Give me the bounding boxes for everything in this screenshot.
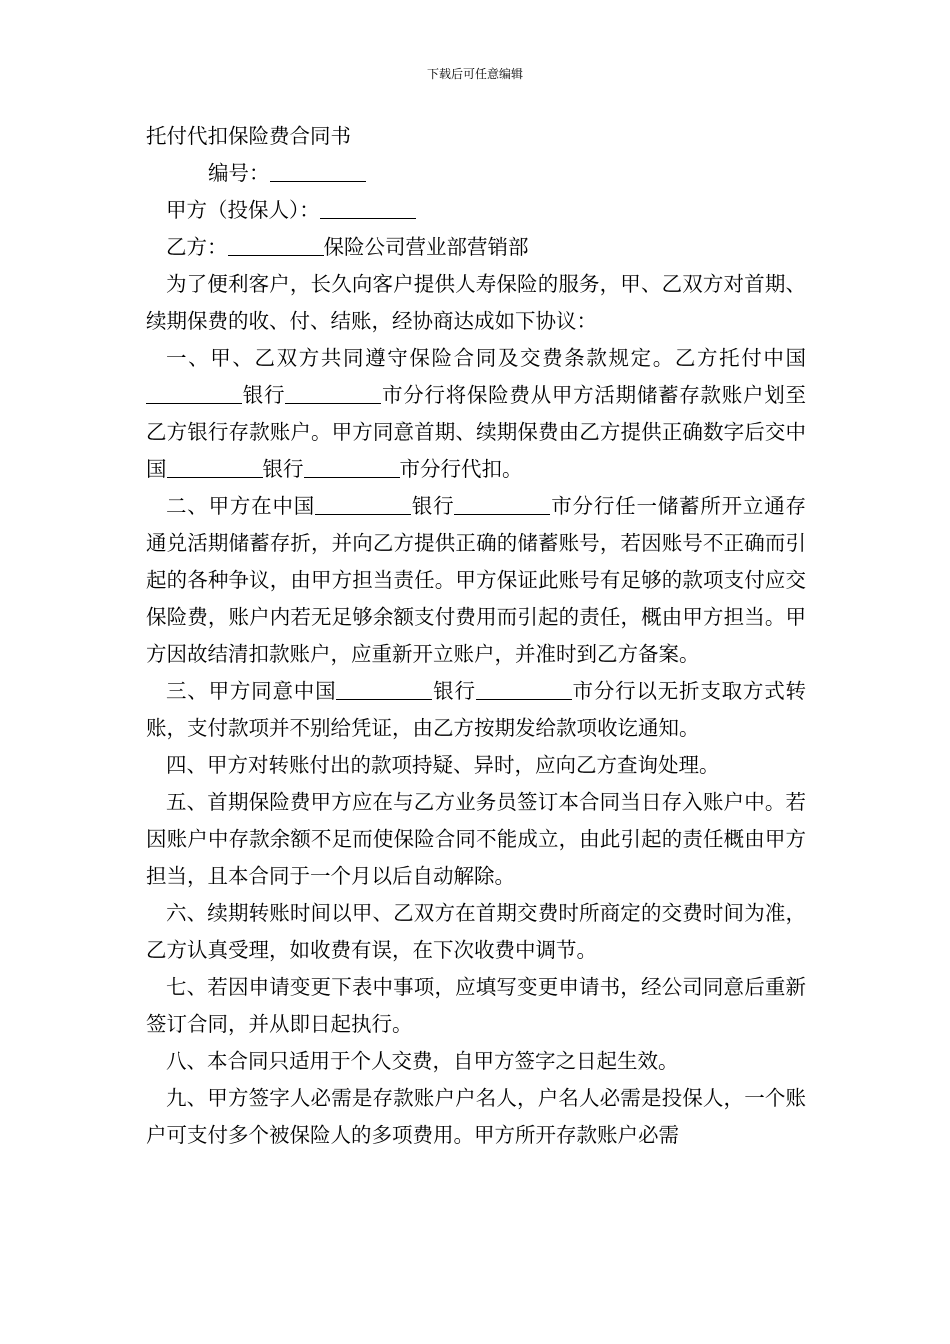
clause-1 (146, 340, 806, 488)
clause-6: 六、续期转账时间以甲、乙双方在首期交费时所商定的交费时间为准，乙方认真受理，如收费有误，在下次收费中调节。 (146, 901, 806, 962)
contract-body (146, 118, 806, 1154)
city-blank (285, 383, 381, 404)
party-a-label: 甲方（投保人）： (166, 198, 320, 222)
party-b-blank (228, 235, 324, 256)
clause-2-text-c: 市分行任一储蓄所开立通存通兑活期储蓄存折，并向乙方提供正确的储蓄账号，若因账号不正确而引起的各种争议，由甲方担当责任。甲方保证此账号有足够的款项支付应交保险费，账户内若无足够余额支付费用而引起的责任，概由甲方担当。甲方因故结清扣款账户，应重新开立账户，并准时到乙方备案。 (146, 494, 807, 666)
city-blank (454, 494, 550, 515)
intro-paragraph: 为了便利客户，长久向客户提供人寿保险的服务，甲、乙双方对首期、续期保费的收、付、结账，经协商达成如下协议： (146, 272, 806, 333)
party-b-line (146, 229, 806, 266)
contract-title: 托付代扣保险费合同书 (146, 124, 351, 148)
header-note: 下载后可任意编辑 (426, 67, 523, 81)
clause-2 (146, 488, 806, 673)
clause-9: 九、甲方签字人必需是存款账户户名人，户名人必需是投保人，一个账户可支付多个被保险人的多项费用。甲方所开存款账户必需 (146, 1086, 806, 1147)
city-blank (476, 679, 572, 700)
contract-number-blank (270, 161, 366, 182)
clause-2-text-a: 二、甲方在中国 (166, 494, 316, 518)
clause-1-text-e: 市分行代扣。 (399, 457, 523, 481)
contract-number-label: 编号： (208, 161, 270, 185)
bank-blank (167, 457, 263, 478)
clause-5: 五、首期保险费甲方应在与乙方业务员签订本合同当日存入账户中。若因账户中存款余额不足而使保险合同不能成立，由此引起的责任概由甲方担当，且本合同于一个月以后自动解除。 (146, 790, 806, 888)
bank-blank (336, 679, 432, 700)
clause-3-text-a: 三、甲方同意中国 (166, 679, 337, 703)
party-a-blank (320, 198, 416, 219)
clause-3-text-c: 市分行以无折支取方式转账，支付款项并不别给凭证，由乙方按期发给款项收讫通知。 (146, 679, 807, 740)
clause-1-text-d: 银行 (262, 457, 304, 481)
clause-1-text-b: 银行 (242, 383, 286, 407)
contract-number-line (146, 155, 806, 192)
clause-2-text-b: 银行 (411, 494, 455, 518)
clause-1-text-c: 市分行将保险费从甲方活期储蓄存款账户划至乙方银行存款账户。甲方同意首期、续期保费由乙方提供正确数字后交中国 (146, 383, 807, 481)
city-blank (304, 457, 400, 478)
clause-1-text-a: 一、甲、乙双方共同遵守保险合同及交费条款规定。乙方托付中国 (166, 346, 806, 370)
party-a-line (146, 192, 806, 229)
clause-4: 四、甲方对转账付出的款项持疑、异时，应向乙方查询处理。 (166, 753, 720, 777)
bank-blank (315, 494, 411, 515)
clause-8: 八、本合同只适用于个人交费，自甲方签字之日起生效。 (166, 1049, 679, 1073)
party-b-suffix: 保险公司营业部营销部 (323, 235, 529, 259)
clause-7: 七、若因申请变更下表中事项，应填写变更申请书，经公司同意后重新签订合同，并从即日起执行。 (146, 975, 806, 1036)
clause-3-text-b: 银行 (432, 679, 476, 703)
bank-blank (146, 383, 242, 404)
clause-3 (146, 673, 806, 747)
party-b-label: 乙方： (166, 235, 228, 259)
